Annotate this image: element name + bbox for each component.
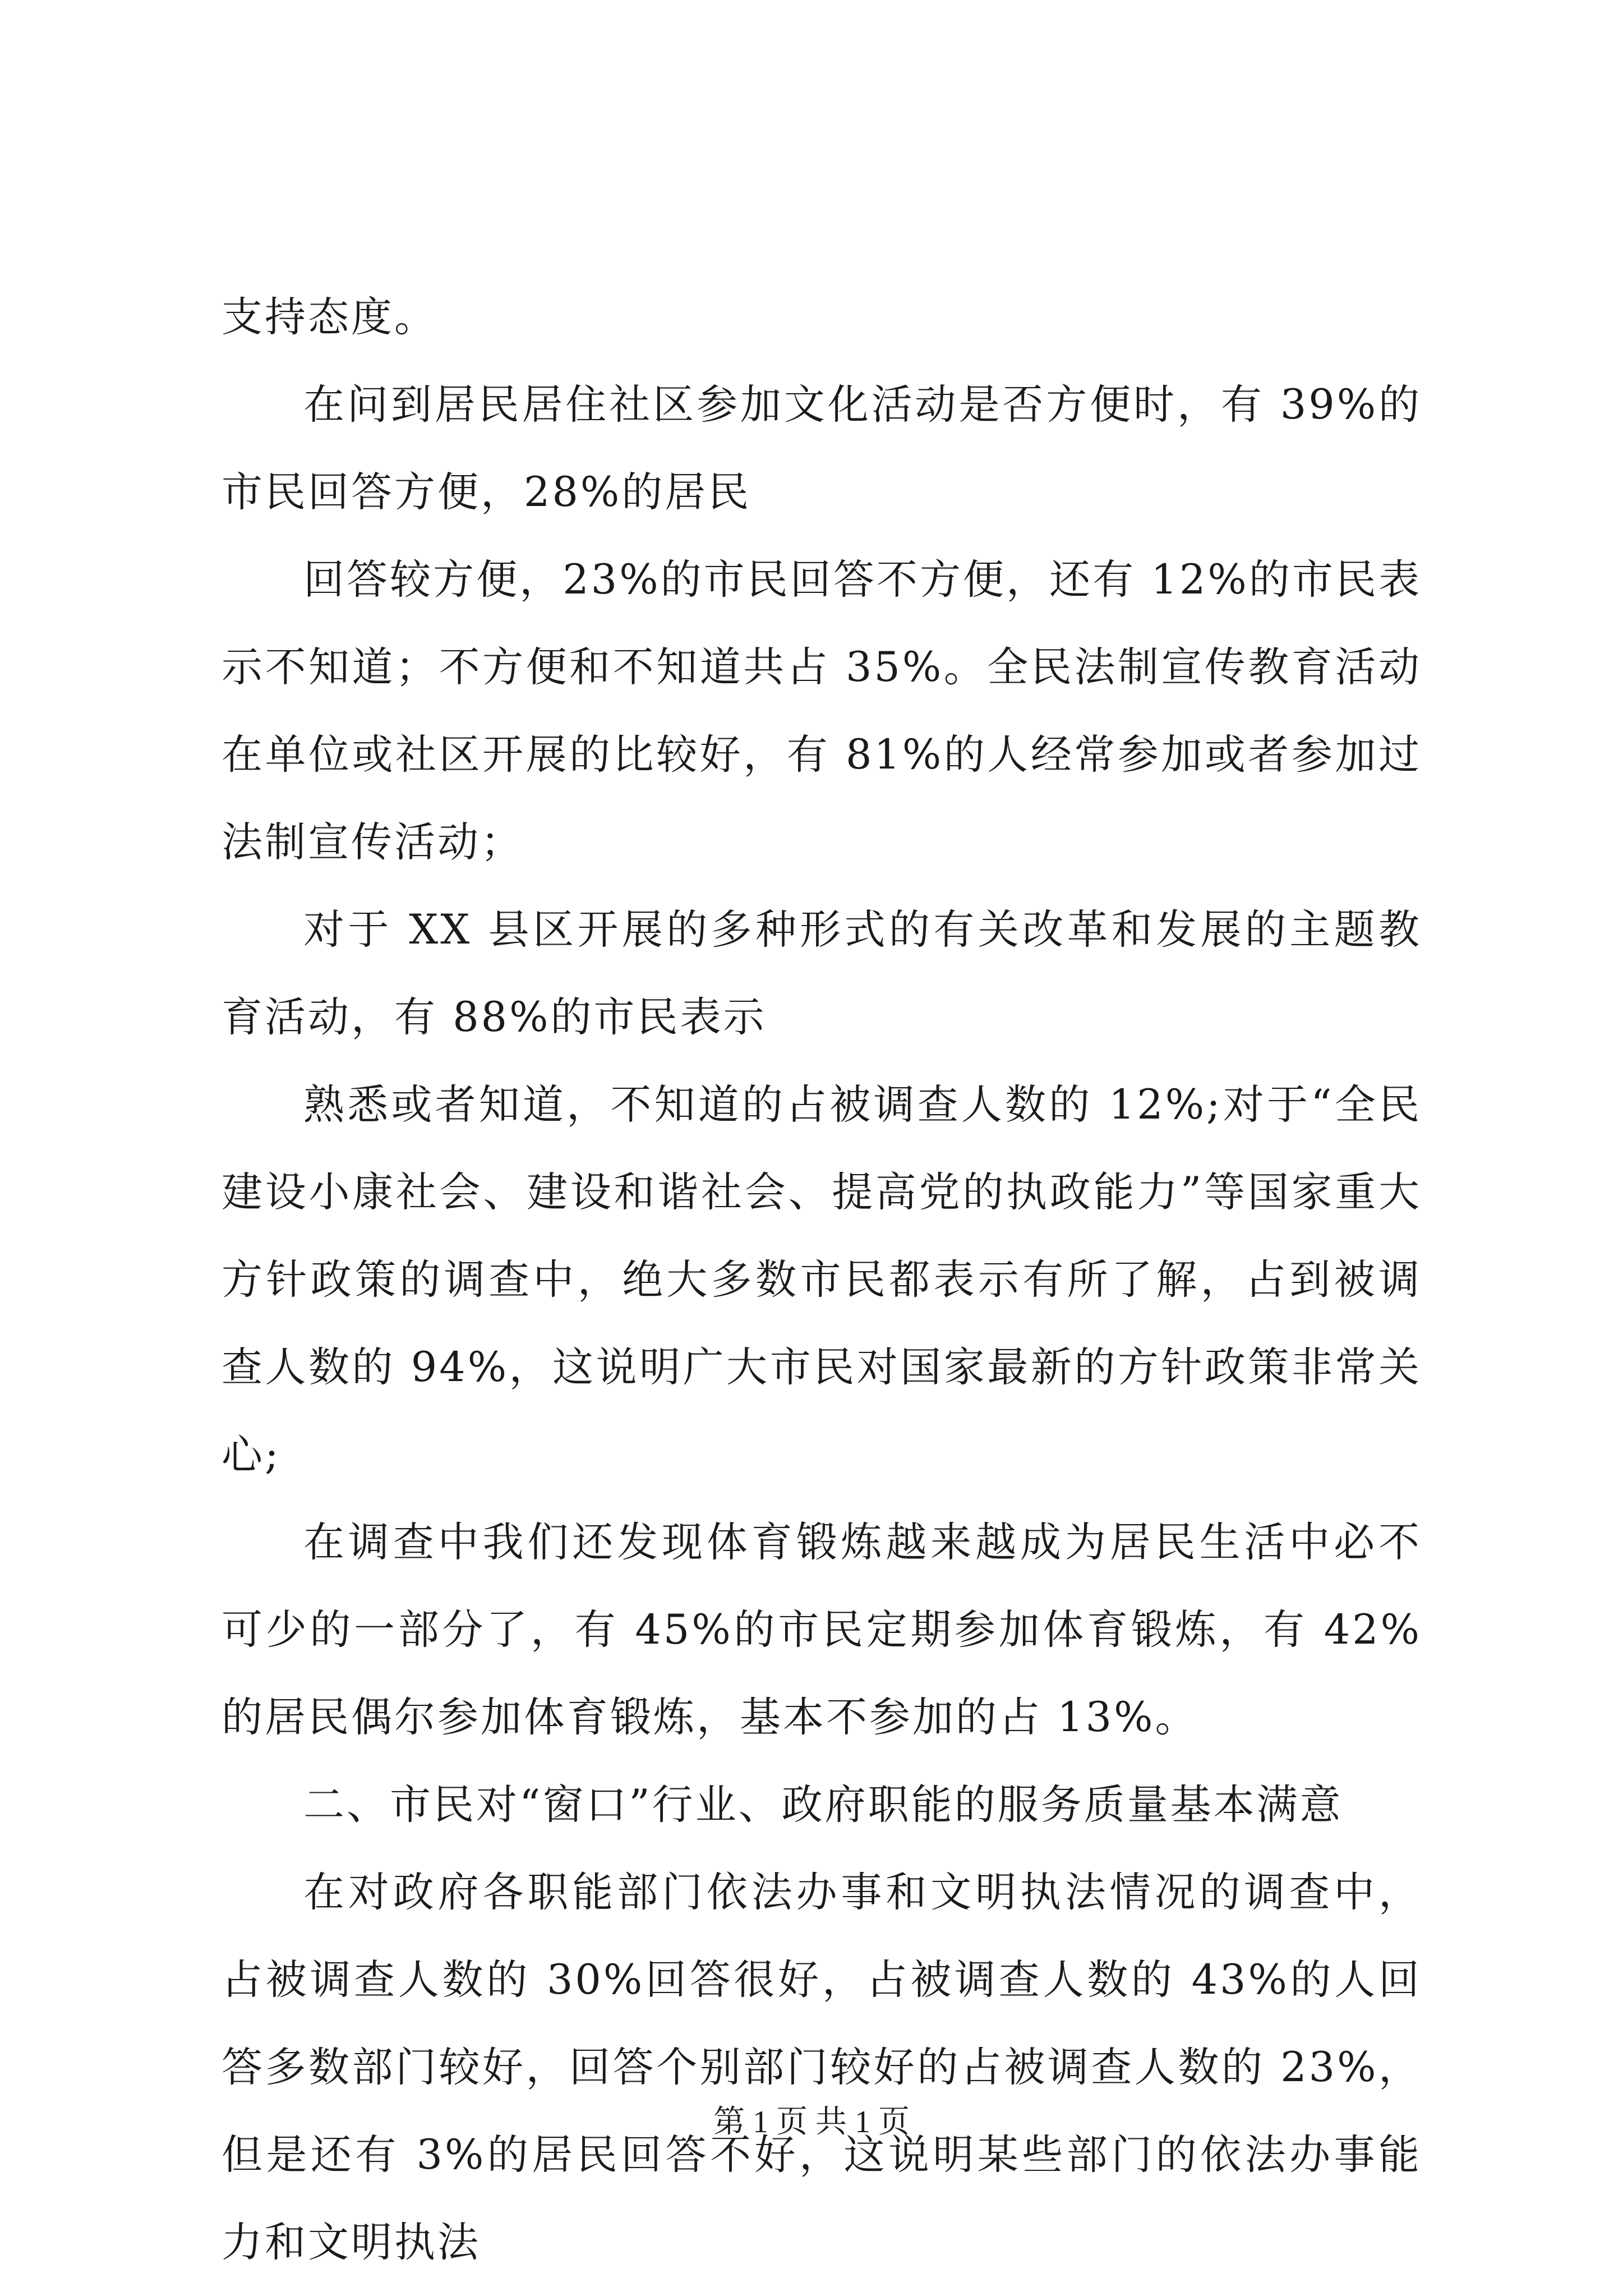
section-heading-2: 二、市民对“窗口”行业、政府职能的服务质量基本满意 [303,1781,1343,1829]
document-body [222,274,1422,2286]
paragraph-1: 支持态度。 [222,293,437,341]
paragraph-6: 在调查中我们还发现体育锻炼越来越成为居民生活中必不可少的一部分了，有 45%的市民定期参加体育锻炼，有 42%的居民偶尔参加体育锻炼，基本不参加的占 13%。 [222,1519,1422,1741]
paragraph-2: 在问到居民居住社区参加文化活动是否方便时，有 39%的市民回答方便，28%的居民 [222,381,1422,516]
paragraph-8: 在对政府各职能部门依法办事和文明执法情况的调查中，占被调查人数的 30%回答很好，占被调查人数的 43%的人回答多数部门较好，回答个别部门较好的占被调查人数的 23%，但是还有 3%的居民回答不好，这说明某些部门的依法办事能力和文明执法 [222,1869,1422,2266]
page-footer: 第 1 页 共 1 页 [713,2105,910,2139]
paragraph-4: 对于 XX 县区开展的多种形式的有关改革和发展的主题教育活动，有 88%的市民表示 [222,906,1422,1041]
paragraph-3: 回答较方便，23%的市民回答不方便，还有 12%的市民表示不知道；不方便和不知道共占 35%。全民法制宣传教育活动在单位或社区开展的比较好，有 81%的人经常参加或者参加过法制宣传活动； [222,556,1422,866]
paragraph-5: 熟悉或者知道，不知道的占被调查人数的 12%;对于“全民建设小康社会、建设和谐社会、提高党的执政能力”等国家重大方针政策的调查中，绝大多数市民都表示有所了解，占到被调查人数的 94%，这说明广大市民对国家最新的方针政策非常关心; [222,1081,1422,1479]
